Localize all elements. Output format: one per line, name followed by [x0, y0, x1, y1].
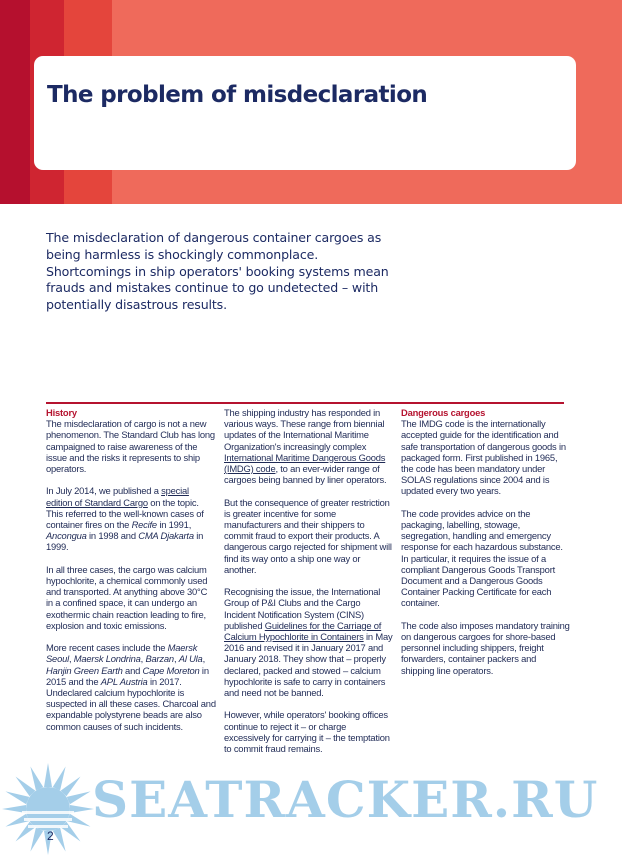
column-history: [46, 407, 216, 743]
column-industry-response: [224, 407, 394, 765]
column-dangerous-cargoes: [401, 407, 571, 687]
page-number: 2: [47, 829, 54, 843]
industry-paragraph-2: But the consequence of greater restriction is greater incentive for some manufacturers and their shippers to commit fraud to export their products. A dangerous cargo rejected for shipment will find its way onto a ship one way or another.: [224, 496, 392, 575]
imdg-code-link[interactable]: International Maritime Dangerous Goods (IMDG) code: [224, 451, 386, 475]
industry-paragraph-1: The shipping industry has responded in various ways. These range from biennial updates of the International Maritime Organization's increasingly complex International Maritime Dangerous Goods (IMDG) code, to an ever-wider range of cargoes being banned by liner operators.: [224, 407, 387, 486]
industry-paragraph-3: Recognising the issue, the International Group of P&I Clubs and the Cargo Incident Notification System (CINS) published Guidelines for the Carriage of Calcium Hypochlorite in Containers in May 2016 and revised it in January 2017 and January 2018. They show that – properly declared, packed and stowed – calcium hypochlorite is safe to carry in containers and need not be banned.: [224, 586, 393, 699]
history-paragraph-4: More recent cases include the Maersk Seoul, Maersk Londrina, Barzan, Al Ula, Hanjin Green Earth and Cape Moreton in 2015 and the APL Austria in 2017. Undeclared calcium hypochlorite is suspected in all these cases. Charcoal and expandable polystyrene beads are also common causes of such incidents.: [46, 642, 216, 732]
banner-stripe-dark: [0, 0, 30, 204]
guidelines-link[interactable]: Guidelines for the Carriage of Calcium Hypochlorite in Containers: [224, 619, 382, 643]
title-card: [34, 56, 576, 170]
dangerous-paragraph-1: The IMDG code is the internationally accepted guide for the identification and safe transportation of dangerous goods in packaged form. First published in 1965, the code has been mandatory under SOLAS regulations since 2004 and is updated every two years.: [401, 418, 566, 497]
intro-paragraph: The misdeclaration of dangerous container cargoes as being harmless is shockingly commonplace. Shortcomings in ship operators' booking systems mean frauds and mistakes continue to go undetected – with potentially disastrous results.: [46, 230, 389, 313]
page-title: The problem of misdeclaration: [47, 82, 428, 108]
industry-paragraph-4: However, while operators' booking offices continue to reject it – or charge excessively for carrying it – the temptation to commit fraud remains.: [224, 709, 390, 755]
dangerous-paragraph-3: The code also imposes mandatory training on dangerous cargoes for shore-based personnel including shippers, freight forwarders, container packers and shipping line operators.: [401, 619, 570, 676]
history-paragraph-2: In July 2014, we published a special edition of Standard Cargo on the topic. This referred to the well-known cases of container fires on the Recife in 1991, Ancongua in 1998 and CMA Djakarta in 1999.: [46, 485, 204, 553]
section-divider: [46, 402, 564, 404]
standard-cargo-link[interactable]: special edition of Standard Cargo: [46, 485, 189, 508]
dangerous-paragraph-2: The code provides advice on the packaging, labelling, stowage, segregation, handling and emergency response for each hazardous substance. In particular, it requires the issue of a compliant Dangerous Goods Transport Document and a Dangerous Goods Container Packing Certificate for each container.: [401, 507, 563, 609]
history-heading: History: [46, 407, 77, 418]
watermark-text: SEATRACKER.RU: [92, 770, 599, 829]
header-banner: [0, 0, 622, 204]
dangerous-cargoes-heading: Dangerous cargoes: [401, 407, 486, 418]
history-paragraph-1: The misdeclaration of cargo is not a new phenomenon. The Standard Club has long campaigned to raise awareness of the issue and the risks it represents to ship operators.: [46, 418, 215, 475]
history-paragraph-3: In all three cases, the cargo was calcium hypochlorite, a chemical commonly used and transported. At anything above 30°C in a confined space, it can undergo an exothermic chain reaction leading to fire, explosion and toxic emissions.: [46, 563, 208, 631]
